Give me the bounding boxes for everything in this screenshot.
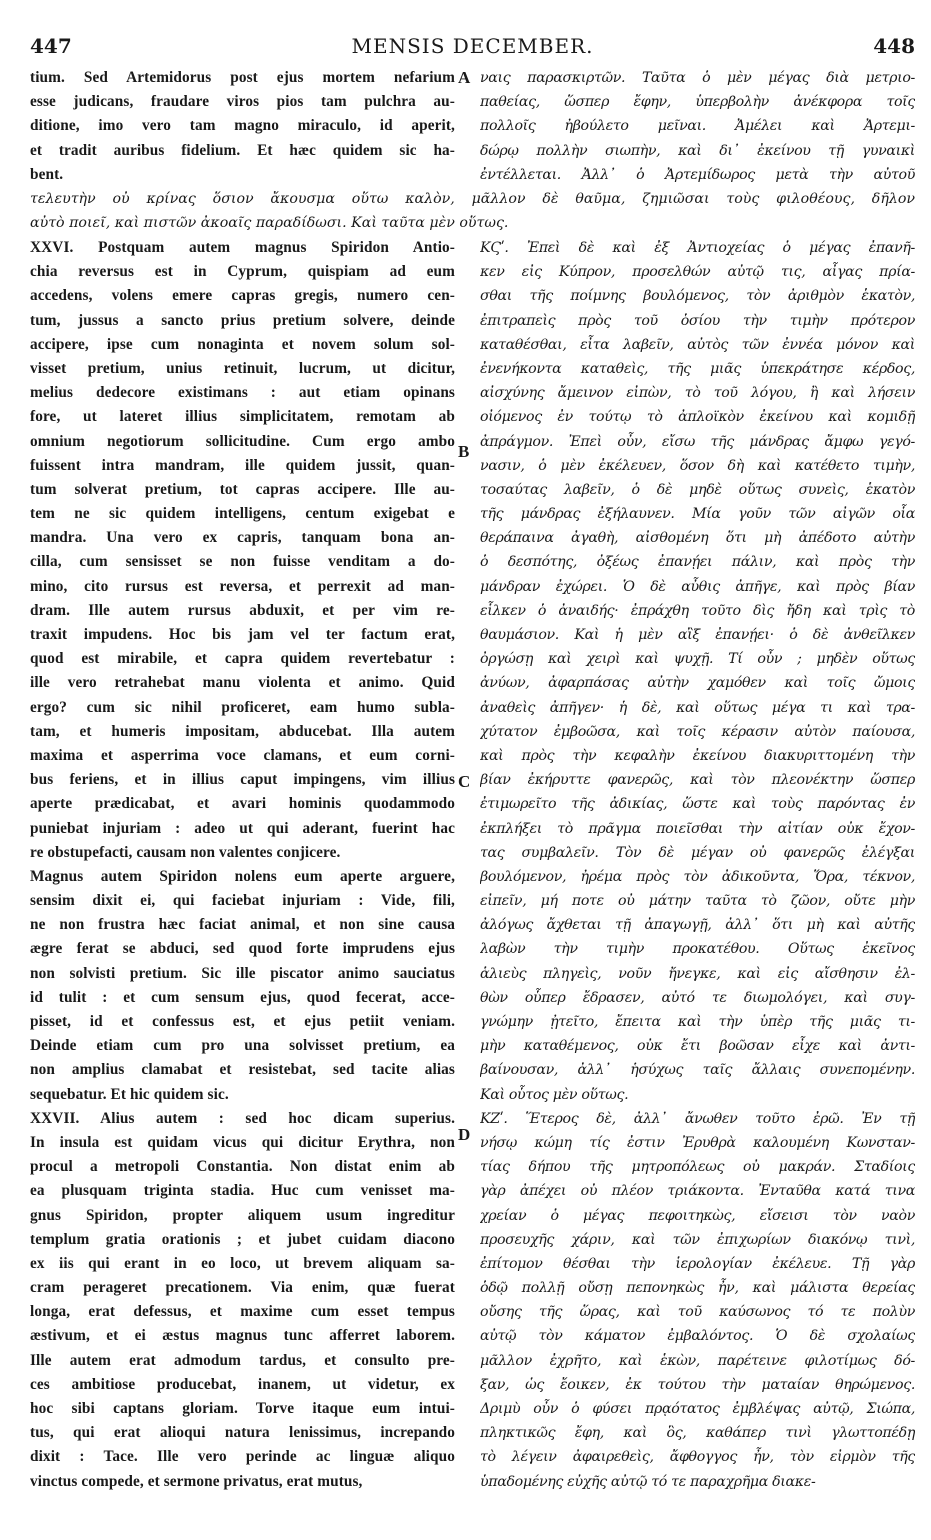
text-line: mino, cito rursus est reversa, et perrexit ad man-	[30, 577, 455, 595]
text-line: XXVII. Alius autem : sed hoc dicam superius.	[30, 1109, 455, 1127]
text-line: οὔσης τῆς ὥρας, καὶ τοῦ καύσωνος τό τε πολὺν	[480, 1304, 915, 1321]
text-line: ΚϚʹ. Ἐπεὶ δὲ καὶ ἐξ Ἀντιοχείας ὁ μέγας ἐπανῆ-	[480, 240, 915, 256]
text-line: ἀνύων, ἀφαρπάσας αὐτὴν χαμόθεν καὶ τοῖς ὤμοις	[480, 675, 915, 692]
text-line: νασιν, ὁ μὲν ἐκέλευεν, ὅσον δὴ καὶ κατέθετο τιμὴν,	[480, 457, 915, 474]
text-line: χρείαν ὁ μέγας πεφοιτηκὼς, εἴσεισι τὸν ναὸν	[480, 1207, 915, 1224]
margin-marker-b: B	[458, 442, 470, 461]
text-line: tam, et humeris impositam, abducebat. Illa autem	[30, 722, 455, 740]
text-line: ex iis qui erant in eo loco, ut brevem aliquam sa-	[30, 1254, 455, 1272]
text-line: παθείας, ὥσπερ ἔφην, ὑπερβολὴν ἀνέκφορα τοῖς	[480, 94, 915, 111]
text-line: bus feriens, et in illius caput impingens, vim illius	[30, 771, 455, 789]
text-line: ille vero retrahebat manu violenta et animo. Quid	[30, 674, 455, 692]
text-line: βουλόμενον, ἠρέμα πρὸς τὸν ἀδικοῦντα, Ὅρα, τέκνον,	[480, 868, 915, 885]
text-line: ἐτιμωρεῖτο τῆς ἀδικίας, ὥστε καὶ τοὺς παρόντας ἐν	[480, 796, 915, 813]
text-line: accedens, volens emere capras gregis, numero cen-	[30, 287, 455, 305]
text-line: id tulit : et cum sensum ejus, quod fecerat, acce-	[30, 988, 455, 1006]
text-line: ὁ δεσπότης, ὀξέως ἐπανῄει πάλιν, καὶ πρὸς τὴν	[480, 554, 915, 571]
text-line: προσευχῆς χάριν, καὶ τῶν ἐπιχωρίων διακόνῳ τινὶ,	[480, 1231, 915, 1248]
text-line: fore, ut lateret illius simplicitatem, remotam ab	[30, 408, 455, 426]
text-line: In insula est quidam vicus qui dicitur Erythra, non	[30, 1133, 455, 1151]
text-line: γὰρ ἀπέχει οὐ πλέον τριάκοντα. Ἐνταῦθα κατά τινα	[480, 1183, 915, 1200]
text-line: κεν εἰς Κύπρον, προσελθών αὐτῷ τις, αἶγας πρία-	[480, 264, 915, 281]
latin-column-main	[30, 236, 455, 1494]
text-line: traxit impudens. Hoc bis jam vel ter factum erat,	[30, 626, 455, 643]
text-line: πολλοῖς ἠβούλετο μεῖναι. Ἀμέλει καὶ Ἀρτεμι-	[480, 118, 915, 135]
text-line: melius dedecore existimans : aut etiam opinans	[30, 384, 455, 402]
running-title: MENSIS DECEMBER.	[351, 34, 594, 58]
margin-marker-d: D	[458, 1125, 471, 1144]
text-line: fuissent intra mandram, ille quidem jussit, quan-	[30, 456, 455, 474]
margin-marker-a: A	[458, 68, 471, 87]
text-line: et tradit auribus fidelium. Et hæc quidem sic ha-	[30, 141, 455, 159]
text-line: βαίνουσαν, ἀλλ᾽ ἡσύχως ταῖς ἄλλαις συνεπομένην.	[480, 1062, 915, 1079]
margin-marker-c: C	[458, 772, 471, 791]
text-line: non amplius clamabat et resistebat, sed tacite alias	[30, 1061, 455, 1079]
text-line: θὼν οὗπερ ἔδρασεν, αὐτό τε διωμολόγει, καὶ συγ-	[480, 989, 915, 1006]
text-line: chia reversus est in Cyprum, quispiam ad eum	[30, 263, 455, 281]
text-line: ditione, imo vero tam magno miraculo, id aperit,	[30, 117, 455, 135]
text-line: αὐτῷ τὸν κάματον ἐμβαλόντος. Ὁ δὲ σχολαίως	[480, 1328, 915, 1345]
text-line: ergo? cum sic nihil proficeret, eam humo subla-	[30, 698, 455, 716]
text-line: vinctus compede, et sermone privatus, erat mutus,	[30, 1472, 363, 1490]
text-line: ἐκπλήξει τὸ πρᾶγμα ποιεῖσθαι τὴν αἰτίαν οὐκ ἔχον-	[480, 820, 915, 837]
text-line: τίας δήπου τῆς μητροπόλεως οὐ μακράν. Σταδίοις	[480, 1159, 915, 1176]
text-line: sensim dixit ei, qui faciebat injuriam : Vide, fili,	[30, 892, 455, 910]
text-line: Καὶ οὗτος μὲν οὕτως.	[480, 1086, 629, 1103]
text-line: ἐπίτομον θέσθαι τὴν ἱερολογίαν ἐκέλευε. Τῇ γὰρ	[480, 1255, 915, 1272]
text-line: πληκτικῶς ἔφη, καὶ ὃς, καθάπερ τινὶ γλωττοπέδῃ	[480, 1425, 915, 1442]
text-line: cilla, cum sensisset se non fuisse venditam a do-	[30, 553, 455, 571]
text-line: εἷλκεν ὁ ἀναιδής· ἐπράχθη τοῦτο δὶς ἤδη καὶ τρὶς τὸ	[480, 602, 915, 619]
text-line: cram perageret precationem. Via enim, quæ fuerat	[30, 1279, 455, 1297]
page	[30, 28, 915, 1528]
text-line: ἐπιτραπεὶς πρὸς τοῦ ὁσίου τὴν τιμὴν πρότερον	[480, 312, 915, 329]
text-line: λαβὼν τὴν τιμὴν προκατέθου. Οὕτως ἐκεῖνος	[480, 941, 915, 958]
text-line: tem ne sic quidem intelligens, centum exigebat e	[30, 505, 455, 523]
text-line: ΚΖʹ. Ἕτερος δὲ, ἀλλ᾽ ἄνωθεν τοῦτο ἐρῶ. Ἐν τῇ	[480, 1110, 915, 1127]
text-line: hoc sibi captans gloriam. Torve itaque eum intui-	[30, 1400, 455, 1417]
text-line: ναις παρασκιρτῶν. Ταῦτα ὁ μὲν μέγας διὰ μετριο-	[480, 70, 915, 86]
text-line: mandra. Una vero ex capris, tanquam bona an-	[30, 529, 455, 547]
greek-column-main	[480, 236, 915, 1494]
text-line: ξαν, ὡς ἔοικεν, ἐκ τούτου τὴν ματαίαν θηρώμενος.	[480, 1376, 915, 1393]
text-line: θαυμάσιον. Καὶ ἡ μὲν αἲξ ἐπανῄει· ὁ δὲ ἀνθεῖλκεν	[480, 627, 915, 643]
text-line: Ille autem erat admodum tardus, et consulto pre-	[30, 1351, 455, 1369]
text-line: sequebatur. Et hic quidem sic.	[30, 1085, 229, 1103]
text-line: σθαι τῆς ποίμνης βουλόμενος, τὸν ἀριθμὸν ἑκατὸν,	[480, 288, 915, 305]
page-number-left: 447	[30, 34, 72, 58]
text-line: omnium negotiorum sollicitudine. Cum ergo ambo	[30, 432, 455, 450]
text-line: re obstupefacti, causam non valentes conjicere.	[30, 843, 341, 861]
text-line: εἰπεῖν, μή ποτε οὐ μάτην ταῦτα τὸ ζῶον, οὔτε μὴν	[480, 893, 915, 910]
text-line: μάνδραν ἐχώρει. Ὁ δὲ αὖθις ἀπῆγε, καὶ πρὸς βίαν	[480, 578, 915, 595]
text-line: dram. Ille autem rursus abduxit, et per vim re-	[30, 601, 455, 619]
text-line: Δριμὺ οὖν ὁ φύσει πρᾳότατος ἐμβλέψας αὐτῷ, Σιώπα,	[480, 1401, 915, 1417]
greek-full-width-lines	[30, 187, 915, 235]
text-line: tium. Sed Artemidorus post ejus mortem nefarium	[30, 69, 455, 86]
text-line: æstivum, et ei æstus magnus tunc afferret laborem.	[30, 1327, 455, 1345]
text-line: τελευτὴν οὐ κρίνας ὅσιον ἄκουσμα οὕτω καλὸν, μᾶλλον δὲ θαῦμα, ζημιῶσαι τοὺς φιλοθέους, δῆλον	[30, 191, 915, 207]
text-line: procul a metropoli Constantia. Non distat enim ab	[30, 1158, 455, 1176]
text-line: XXVI. Postquam autem magnus Spiridon Antio-	[30, 239, 455, 256]
text-line: Magnus autem Spiridon nolens eum aperte arguere,	[30, 867, 455, 885]
text-line: ὁδῷ πολλῇ οὔσῃ πεπονηκὼς ἦν, καὶ μάλιστα θερείας	[480, 1280, 915, 1297]
text-line: visset pretium, unius retinuit, lucrum, ut dicitur,	[30, 359, 455, 377]
text-line: templum gratia orationis ; et jubet cuidam diacono	[30, 1230, 455, 1248]
text-line: tum solverat pretium, tot capras accipere. Ille au-	[30, 480, 455, 498]
text-line: non solvisti pretium. Sic ille piscator animo sauciatus	[30, 964, 455, 982]
text-line: αὐτὸ ποιεῖ, καὶ πιστῶν ἀκοαῖς παραδίδωσι. Καὶ ταῦτα μὲν οὕτως.	[30, 215, 509, 232]
text-line: γνώμην ᾐτεῖτο, ἔπειτα καὶ τὴν ὑπὲρ τῆς μιᾶς τι-	[480, 1014, 915, 1030]
page-number-right: 448	[873, 34, 915, 58]
text-line: ἐντέλλεται. Ἀλλ᾽ ὁ Ἀρτεμίδωρος μετὰ τὴν αὐτοῦ	[480, 166, 915, 183]
text-line: μᾶλλον ἐχρῆτο, καὶ ἑκὼν, παρέτεινε φιλοτίμως δό-	[480, 1352, 915, 1369]
text-line: νήσῳ κώμη τίς ἐστιν Ἐρυθρὰ καλουμένη Κωνσταν-	[480, 1134, 915, 1151]
latin-column-top	[30, 66, 455, 187]
text-line: maxima et asperrima voce clamans, et eum corni-	[30, 746, 455, 764]
text-line: ἁλιεὺς πληγεὶς, νοῦν ἤνεγκε, καὶ εἰς αἴσθησιν ἐλ-	[480, 965, 915, 982]
text-line: dixit : Tace. Ille vero perinde ac linguæ aliquo	[30, 1448, 455, 1466]
text-line: ces ambitiose producebat, inanem, ut videtur, ex	[30, 1375, 455, 1393]
text-line: ἀναθεὶς ἀπῆγεν· ἡ δὲ, καὶ οὕτως μέγα τι καὶ τρα-	[480, 699, 915, 716]
text-line: longa, erat defessus, et maxime cum esset tempus	[30, 1303, 455, 1321]
text-line: Deinde etiam cum pro una solvisset pretium, ea	[30, 1037, 455, 1055]
text-line: ἀπράγμον. Ἐπεὶ οὖν, εἴσω τῆς μάνδρας ἄμφω γεγό-	[480, 433, 915, 450]
text-line: quod est mirabile, et capra quidem revertebatur :	[30, 650, 455, 668]
text-line: αἰσχύνης ἄμεινον εἰπὼν, τὸ τοῦ λόγου, ἢ καὶ λήσειν	[480, 385, 915, 402]
text-line: pisset, id et confessus est, et ejus petiit veniam.	[30, 1013, 455, 1030]
text-line: ne non frustra hæc faciat animal, et non sine causa	[30, 916, 455, 934]
text-line: βίαν ἐκήρυττε φανερῶς, καὶ τὸν πλεονέκτην ὥσπερ	[480, 772, 915, 789]
text-line: μὴν καταθέμενος, οὐκ ἔτι βοῶσαν εἶχε καὶ ἀντι-	[480, 1038, 915, 1055]
text-line: tus, qui erat alioqui natura lenissimus, increpando	[30, 1424, 455, 1442]
text-line: καὶ πρὸς τὴν κεφαλὴν ἐκείνου διακυριττομένη τὴν	[480, 747, 915, 764]
text-line: ὑπαδομένης εὐχῆς αὐτῷ τό τε παραχρῆμα διακε-	[480, 1473, 816, 1490]
text-line: τοσαύτας λαβεῖν, ὁ δὲ μηδὲ οὕτως συνεὶς, ἑκατὸν	[480, 481, 915, 498]
text-line: τας συμβαλεῖν. Τὸν δὲ μέγαν οὐ φανερῶς ἐλέγξαι	[480, 844, 915, 861]
text-line: aperte prædicabat, et avari hominis quodammodo	[30, 795, 455, 813]
text-line: tum, jussus a sancto prius pretium solvere, deinde	[30, 311, 455, 329]
text-line: bent.	[30, 165, 64, 183]
greek-column-top	[480, 66, 915, 187]
text-line: τῆς μάνδρας ἐξήλαυνεν. Μία γοῦν τῶν αἰγῶν οἷα	[480, 506, 915, 523]
text-line: δώρῳ πολλὴν σιωπὴν, καὶ δι᾽ ἐκείνου τῇ γυναικὶ	[480, 142, 915, 159]
text-line: ἐνενήκοντα καταθεὶς, τῆς μιᾶς ὑπεκράτησε κέρδος,	[480, 360, 915, 377]
text-line: τὸ λέγειν ἀφαιρεθεὶς, ἄφθογγος ἦν, τὸν εἰρμὸν τῆς	[480, 1449, 915, 1466]
text-line: χύτατον ἐμβοῶσα, καὶ τοῖς κέρασιν αὐτὸν παίουσα,	[480, 723, 915, 740]
text-line: ἀλόγως ἄχθεται τῇ ἀπαγωγῇ, ἀλλ᾽ ὅτι μὴ καὶ αὐτῆς	[480, 917, 915, 934]
text-line: esse judicans, fraudare viros pios tam pulchra au-	[30, 93, 455, 111]
text-line: ὀργώσῃ καὶ χειρὶ καὶ ψυχῇ. Τί οὖν ; μηδὲν οὕτως	[480, 651, 915, 668]
text-line: οἰόμενος ἐν τούτῳ τὸ ἀπλοϊκὸν ἐκείνου καὶ κομιδῇ	[480, 409, 915, 426]
text-line: puniebat injuriam : adeo ut qui aderant, fuerint hac	[30, 819, 455, 837]
text-line: gnus Spiridon, propter aliquem usum ingreditur	[30, 1206, 455, 1224]
text-line: καταθέσθαι, εἶτα λαβεῖν, αὐτὸς τῶν ἐννέα μόνον καὶ	[480, 336, 915, 353]
text-line: θεράπαινα ἀγαθὴ, αἰσθομένη ὅτι μὴ ἀπέδοτο αὐτὴν	[480, 530, 915, 547]
text-line: ea plusquam triginta stadia. Huc cum venisset ma-	[30, 1182, 455, 1200]
page-header	[30, 28, 915, 62]
text-line: accipere, ipse cum nonaginta et novem solum sol-	[30, 335, 455, 353]
text-line: ægre ferat se abduci, sed quod forte imprudens ejus	[30, 940, 455, 958]
